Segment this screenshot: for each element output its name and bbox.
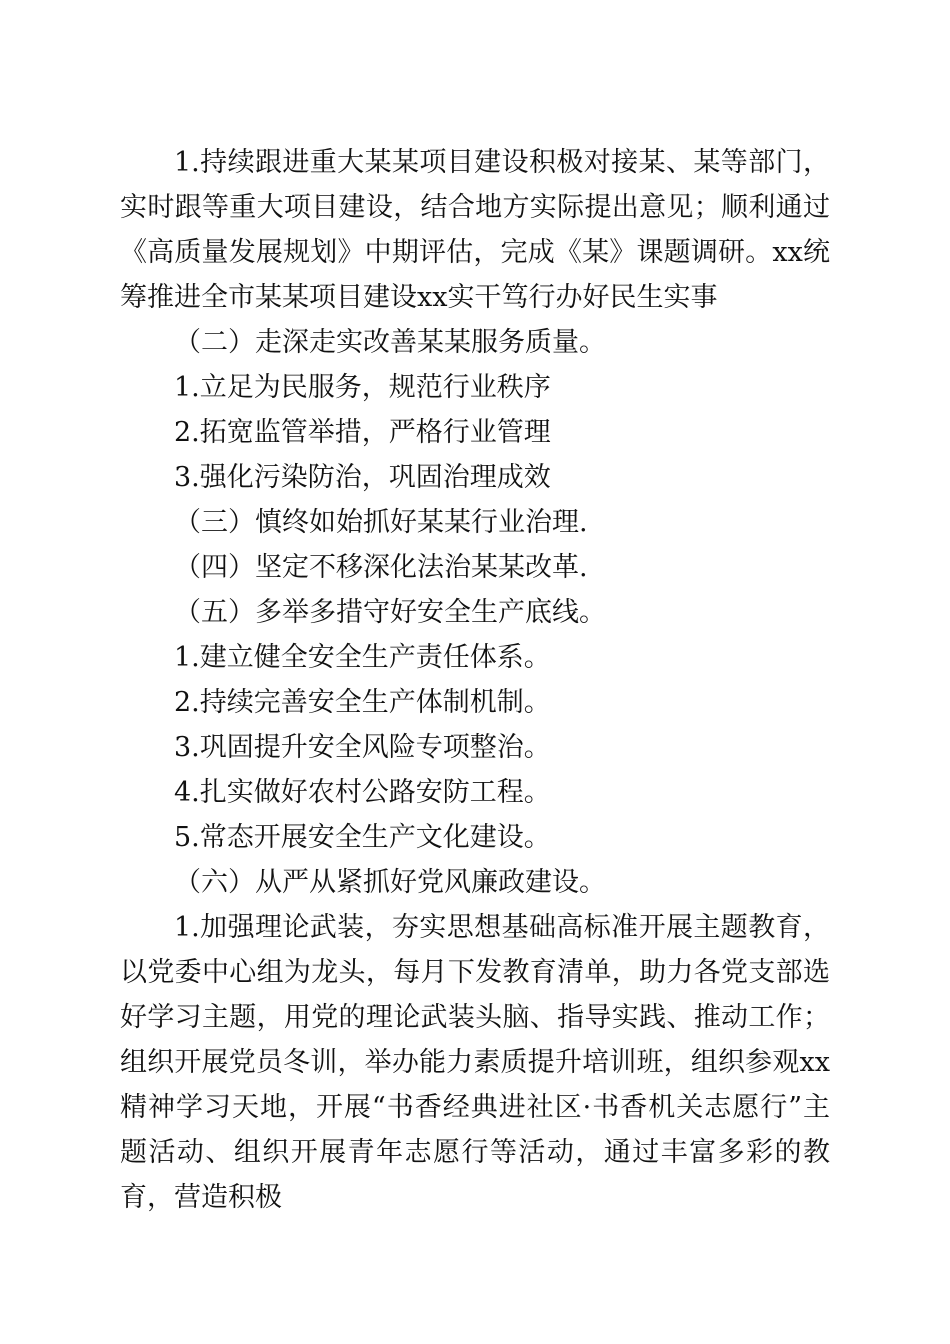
list-item: 4.扎实做好农村公路安防工程。 bbox=[174, 777, 551, 808]
list-item: 2.持续完善安全生产体制机制。 bbox=[174, 687, 551, 718]
heading-service-quality: （二）走深走实改善某某服务质量。 bbox=[174, 327, 606, 358]
paragraph-theory-study: 1.加强理论武装，夯实思想基础高标准开展主题教育，以党委中心组为龙头，每月下发教育清单，助力各党支部选好学习主题，用党的理论武装头脑、指导实践、推动工作；组织开展党员冬训，举办能力素质提升培训班，组织参观xx精神学习天地，开展“书香经典进社区·书香机关志愿行”主题活动、组织开展青年志愿行等活动，通过丰富多彩的教育，营造积极 bbox=[120, 912, 830, 1213]
heading-party-conduct: （六）从严从紧抓好党风廉政建设。 bbox=[174, 867, 606, 898]
list-item: 3.巩固提升安全风险专项整治。 bbox=[174, 732, 551, 763]
list-item: 5.常态开展安全生产文化建设。 bbox=[174, 822, 551, 853]
list-item: 1.立足为民服务，规范行业秩序 bbox=[174, 372, 551, 403]
heading-industry-governance: （三）慎终如始抓好某某行业治理. bbox=[174, 507, 588, 538]
heading-production-safety: （五）多举多措守好安全生产底线。 bbox=[174, 597, 606, 628]
document-body bbox=[120, 140, 830, 1220]
paragraph-project-construction: 1.持续跟进重大某某项目建设积极对接某、某等部门，实时跟等重大项目建设，结合地方实际提出意见；顺利通过《高质量发展规划》中期评估，完成《某》课题调研。xx统筹推进全市某某项目建设xx实干笃行办好民生实事 bbox=[120, 147, 830, 313]
list-item: 1.建立健全安全生产责任体系。 bbox=[174, 642, 551, 673]
list-item: 2.拓宽监管举措，严格行业管理 bbox=[174, 417, 551, 448]
list-item: 3.强化污染防治，巩固治理成效 bbox=[174, 462, 551, 493]
heading-rule-of-law-reform: （四）坚定不移深化法治某某改革. bbox=[174, 552, 588, 583]
